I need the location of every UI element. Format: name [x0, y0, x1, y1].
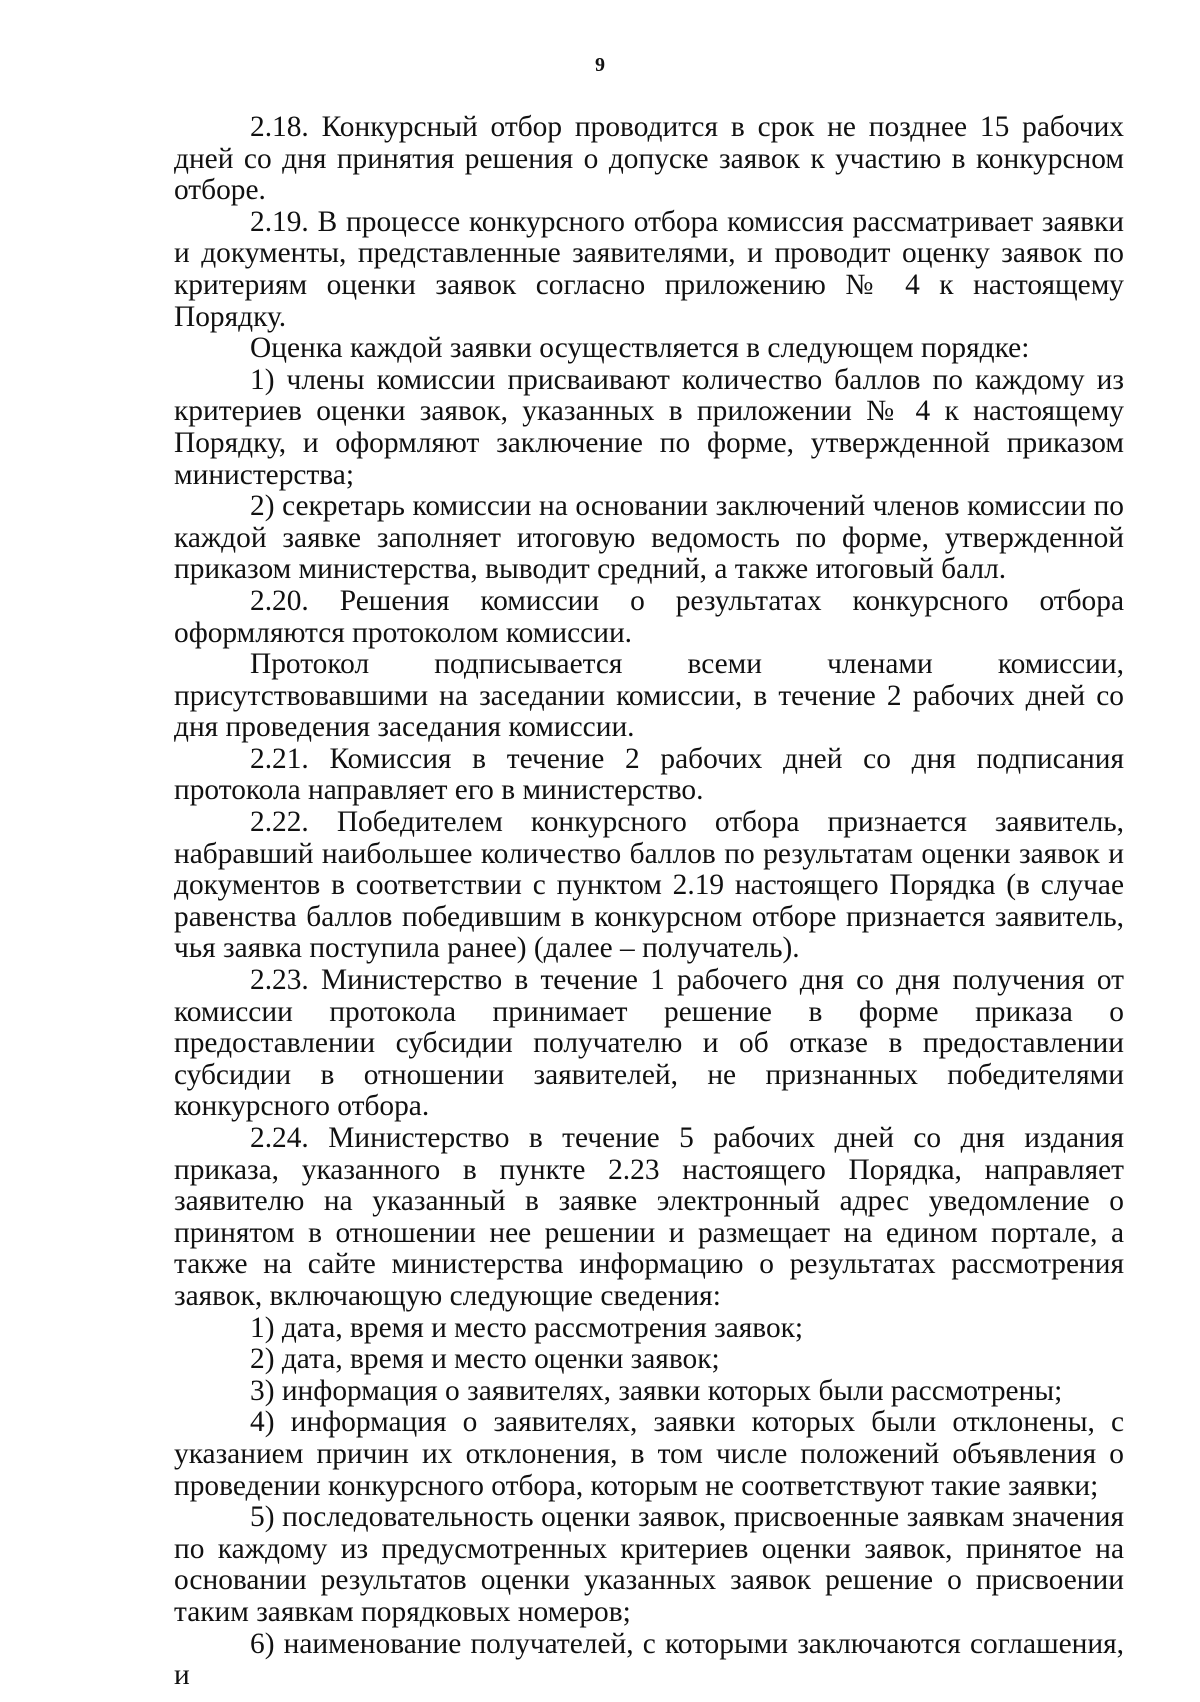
info-item-5: 5) последовательность оценки заявок, присвоенные заявкам значения по каждому из предусмотренных критериев оценки заявок, принятое на основании результатов оценки указанных заявок решение о присвоении таким заявкам порядковых номеров; [174, 1501, 1124, 1628]
info-item-2: 2) дата, время и место оценки заявок; [250, 1343, 720, 1376]
list-item-2: 2) секретарь комиссии на основании заключений членов комиссии по каждой заявке заполняет итоговую ведомость по форме, утвержденной приказом министерства, выводит средний, а также итоговый балл. [174, 490, 1124, 586]
info-item-1: 1) дата, время и место рассмотрения заявок; [250, 1311, 804, 1344]
paragraph-2-19: 2.19. В процессе конкурсного отбора комиссия рассматривает заявки и документы, представленные заявителями, и проводит оценку заявок по критериям оценки заявок согласно приложению № 4 к настоящему Порядку. [174, 205, 1124, 333]
info-item-3: 3) информация о заявителях, заявки которых были рассмотрены; [250, 1374, 1063, 1407]
paragraph-2-23: 2.23. Министерство в течение 1 рабочего дня со дня получения от комиссии протокола принимает решение в форме приказа о предоставлении субсидии получателю и об отказе в предоставлении субсидии в отношении заявителей, не признанных победителями конкурсного отбора. [174, 964, 1124, 1123]
paragraph-2-21: 2.21. Комиссия в течение 2 рабочих дней со дня подписания протокола направляет его в министерство. [174, 742, 1124, 807]
paragraph-2-20: 2.20. Решения комиссии о результатах конкурсного отбора оформляются протоколом комиссии. [174, 584, 1124, 649]
info-item-4: 4) информация о заявителях, заявки которых были отклонены, с указанием причин их отклонения, в том числе положений объявления о проведении конкурсного отбора, которым не соответствуют такие заявки; [174, 1406, 1124, 1502]
paragraph-2-24: 2.24. Министерство в течение 5 рабочих дней со дня издания приказа, указанного в пункте 2.23 настоящего Порядка, направляет заявителю на указанный в заявке электронный адрес уведомление о принятом в отношении нее решении и размещает на едином портале, а также на сайте министерства информацию о результатах рассмотрения заявок, включающую следующие сведения: [174, 1122, 1124, 1312]
paragraph-2-22: 2.22. Победителем конкурсного отбора признается заявитель, набравший наибольшее количество баллов по результатам оценки заявок и документов в соответствии с пунктом 2.19 настоящего Порядка (в случае равенства баллов победившим в конкурсном отборе признается заявитель, чья заявка поступила ранее) (далее – получатель). [174, 806, 1124, 965]
paragraph-protocol: Протокол подписывается всеми членами комиссии, присутствовавшими на заседании комиссии, в течение 2 рабочих дней со дня проведения заседания комиссии. [174, 648, 1124, 744]
paragraph-2-18: 2.18. Конкурсный отбор проводится в срок не позднее 15 рабочих дней со дня принятия решения о допуске заявок к участию в конкурсном отборе. [174, 111, 1124, 207]
document-body [174, 112, 1124, 1692]
paragraph-evaluation-order: Оценка каждой заявки осуществляется в следующем порядке: [250, 332, 1030, 365]
page-number: 9 [595, 54, 605, 76]
list-item-1: 1) члены комиссии присваивают количество баллов по каждому из критериев оценки заявок, указанных в приложении № 4 к настоящему Порядку, и оформляют заключение по форме, утвержденной приказом министерства; [174, 363, 1124, 491]
info-item-6: 6) наименование получателей, с которыми заключаются соглашения, и [174, 1627, 1124, 1692]
